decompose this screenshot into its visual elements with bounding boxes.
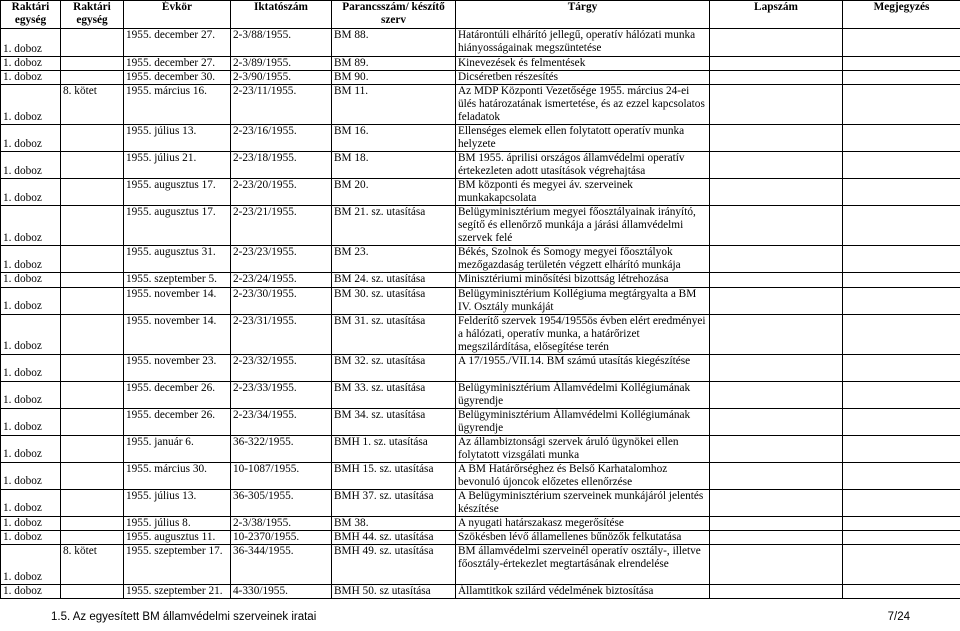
note-cell: [843, 545, 960, 585]
order-number-cell: BMH 1. sz. utasítása: [332, 435, 456, 462]
volume-cell: 8. kötet: [61, 85, 124, 125]
storage-unit-cell: 1. doboz: [1, 287, 61, 314]
table-row: [1, 585, 960, 599]
page-count-cell: [710, 125, 843, 152]
date-cell: 1955. szeptember 21.: [124, 585, 231, 599]
storage-unit-cell: 1. doboz: [1, 545, 61, 585]
page-count-cell: [710, 585, 843, 599]
table-row: [1, 57, 960, 71]
table-row: [1, 489, 960, 516]
volume-cell: [61, 246, 124, 273]
volume-cell: [61, 516, 124, 530]
filing-number-cell: 36-322/1955.: [231, 435, 332, 462]
filing-number-cell: 2-23/23/1955.: [231, 246, 332, 273]
order-number-cell: BMH 15. sz. utasítása: [332, 462, 456, 489]
table-row: [1, 354, 960, 381]
subject-cell: Minisztériumi minősítési bizottság létrehozása: [456, 273, 710, 287]
order-number-cell: BMH 44. sz. utasítása: [332, 530, 456, 544]
date-cell: 1955. november 23.: [124, 354, 231, 381]
order-number-cell: BM 24. sz. utasítása: [332, 273, 456, 287]
filing-number-cell: 2-3/88/1955.: [231, 29, 332, 57]
storage-unit-cell: 1. doboz: [1, 273, 61, 287]
storage-unit-cell: 1. doboz: [1, 489, 61, 516]
volume-cell: [61, 314, 124, 354]
footer-page-number: 7/24: [887, 611, 910, 623]
page-count-cell: [710, 381, 843, 408]
filing-number-cell: 10-2370/1955.: [231, 530, 332, 544]
date-cell: 1955. december 30.: [124, 71, 231, 85]
page-count-cell: [710, 516, 843, 530]
header-iktatoszam: Iktatószám: [231, 1, 332, 29]
filing-number-cell: 36-305/1955.: [231, 489, 332, 516]
volume-cell: [61, 489, 124, 516]
subject-cell: Belügyminisztérium Államvédelmi Kollégiumának ügyrendje: [456, 381, 710, 408]
volume-cell: 8. kötet: [61, 545, 124, 585]
subject-cell: Az MDP Központi Vezetősége 1955. március 24-ei ülés határozatának ismertetése, és az ezzel kapcsolatos feladatok: [456, 85, 710, 125]
page-count-cell: [710, 462, 843, 489]
volume-cell: [61, 287, 124, 314]
volume-cell: [61, 435, 124, 462]
volume-cell: [61, 152, 124, 179]
filing-number-cell: 2-3/38/1955.: [231, 516, 332, 530]
filing-number-cell: 4-330/1955.: [231, 585, 332, 599]
order-number-cell: BMH 49. sz. utasítása: [332, 545, 456, 585]
date-cell: 1955. július 13.: [124, 125, 231, 152]
date-cell: 1955. december 27.: [124, 57, 231, 71]
filing-number-cell: 2-23/11/1955.: [231, 85, 332, 125]
header-raktari-egyseg-2: Raktári egység: [61, 1, 124, 29]
page-count-cell: [710, 206, 843, 246]
page-count-cell: [710, 71, 843, 85]
page-count-cell: [710, 435, 843, 462]
date-cell: 1955. augusztus 31.: [124, 246, 231, 273]
header-parancsszam: Parancsszám/ készítő szerv: [332, 1, 456, 29]
date-cell: 1955. augusztus 17.: [124, 179, 231, 206]
storage-unit-cell: 1. doboz: [1, 314, 61, 354]
filing-number-cell: 2-23/24/1955.: [231, 273, 332, 287]
table-row: [1, 545, 960, 585]
subject-cell: Kinevezések és felmentések: [456, 57, 710, 71]
order-number-cell: BM 31. sz. utasítása: [332, 314, 456, 354]
page-count-cell: [710, 408, 843, 435]
storage-unit-cell: 1. doboz: [1, 354, 61, 381]
table-row: [1, 462, 960, 489]
page-count-cell: [710, 246, 843, 273]
order-number-cell: BM 11.: [332, 85, 456, 125]
note-cell: [843, 435, 960, 462]
note-cell: [843, 206, 960, 246]
table-row: [1, 408, 960, 435]
page-count-cell: [710, 314, 843, 354]
storage-unit-cell: 1. doboz: [1, 530, 61, 544]
page-count-cell: [710, 545, 843, 585]
subject-cell: Belügyminisztérium megyei főosztályainak irányító, segítő és ellenőrző munkája a járási államvédelmi szervek felé: [456, 206, 710, 246]
table-row: [1, 246, 960, 273]
storage-unit-cell: 1. doboz: [1, 179, 61, 206]
header-row: [1, 1, 960, 29]
note-cell: [843, 354, 960, 381]
note-cell: [843, 246, 960, 273]
table-row: [1, 71, 960, 85]
volume-cell: [61, 381, 124, 408]
header-lapszam: Lapszám: [710, 1, 843, 29]
table-row: [1, 206, 960, 246]
table-row: [1, 85, 960, 125]
order-number-cell: BM 88.: [332, 29, 456, 57]
table-row: [1, 29, 960, 57]
subject-cell: Felderítő szervek 1954/1955ös évben elért eredményei a hálózati, operatív munka, a határőrizet megszilárdítása, elősegítése terén: [456, 314, 710, 354]
filing-number-cell: 2-23/18/1955.: [231, 152, 332, 179]
page-count-cell: [710, 354, 843, 381]
storage-unit-cell: 1. doboz: [1, 29, 61, 57]
volume-cell: [61, 585, 124, 599]
note-cell: [843, 152, 960, 179]
volume-cell: [61, 29, 124, 57]
date-cell: 1955. július 21.: [124, 152, 231, 179]
date-cell: 1955. december 27.: [124, 29, 231, 57]
date-cell: 1955. január 6.: [124, 435, 231, 462]
storage-unit-cell: 1. doboz: [1, 85, 61, 125]
note-cell: [843, 273, 960, 287]
date-cell: 1955. március 30.: [124, 462, 231, 489]
storage-unit-cell: 1. doboz: [1, 152, 61, 179]
volume-cell: [61, 57, 124, 71]
date-cell: 1955. augusztus 11.: [124, 530, 231, 544]
page-count-cell: [710, 29, 843, 57]
note-cell: [843, 516, 960, 530]
storage-unit-cell: 1. doboz: [1, 585, 61, 599]
volume-cell: [61, 462, 124, 489]
note-cell: [843, 125, 960, 152]
order-number-cell: BM 18.: [332, 152, 456, 179]
order-number-cell: BMH 37. sz. utasítása: [332, 489, 456, 516]
note-cell: [843, 314, 960, 354]
date-cell: 1955. december 26.: [124, 408, 231, 435]
date-cell: 1955. augusztus 17.: [124, 206, 231, 246]
subject-cell: Államtitkok szilárd védelmének biztosítása: [456, 585, 710, 599]
filing-number-cell: 2-23/32/1955.: [231, 354, 332, 381]
order-number-cell: BM 90.: [332, 71, 456, 85]
note-cell: [843, 57, 960, 71]
subject-cell: Belügyminisztérium Kollégiuma megtárgyalta a BM IV. Osztály munkáját: [456, 287, 710, 314]
note-cell: [843, 530, 960, 544]
storage-unit-cell: 1. doboz: [1, 516, 61, 530]
filing-number-cell: 2-23/20/1955.: [231, 179, 332, 206]
volume-cell: [61, 71, 124, 85]
storage-unit-cell: 1. doboz: [1, 435, 61, 462]
page-count-cell: [710, 273, 843, 287]
note-cell: [843, 71, 960, 85]
subject-cell: Dicséretben részesítés: [456, 71, 710, 85]
table-row: [1, 314, 960, 354]
note-cell: [843, 489, 960, 516]
date-cell: 1955. szeptember 17.: [124, 545, 231, 585]
order-number-cell: BM 34. sz. utasítása: [332, 408, 456, 435]
page-count-cell: [710, 179, 843, 206]
filing-number-cell: 2-23/21/1955.: [231, 206, 332, 246]
note-cell: [843, 381, 960, 408]
date-cell: 1955. július 13.: [124, 489, 231, 516]
subject-cell: Szökésben lévő államellenes bűnözők felkutatása: [456, 530, 710, 544]
order-number-cell: BM 16.: [332, 125, 456, 152]
header-evkor: Évkör: [124, 1, 231, 29]
subject-cell: BM központi és megyei áv. szerveinek munkakapcsolata: [456, 179, 710, 206]
volume-cell: [61, 530, 124, 544]
table-row: [1, 381, 960, 408]
filing-number-cell: 2-23/33/1955.: [231, 381, 332, 408]
table-row: [1, 530, 960, 544]
page-count-cell: [710, 85, 843, 125]
table-row: [1, 435, 960, 462]
note-cell: [843, 29, 960, 57]
note-cell: [843, 287, 960, 314]
filing-number-cell: 2-23/30/1955.: [231, 287, 332, 314]
volume-cell: [61, 273, 124, 287]
subject-cell: BM államvédelmi szerveinél operatív osztály-, illetve főosztály-értekezlet megtartásának elrendelése: [456, 545, 710, 585]
note-cell: [843, 179, 960, 206]
volume-cell: [61, 408, 124, 435]
header-megjegyzes: Megjegyzés: [843, 1, 960, 29]
date-cell: 1955. szeptember 5.: [124, 273, 231, 287]
date-cell: 1955. november 14.: [124, 314, 231, 354]
date-cell: 1955. július 8.: [124, 516, 231, 530]
filing-number-cell: 2-23/16/1955.: [231, 125, 332, 152]
note-cell: [843, 85, 960, 125]
filing-number-cell: 2-3/89/1955.: [231, 57, 332, 71]
storage-unit-cell: 1. doboz: [1, 206, 61, 246]
order-number-cell: BM 23.: [332, 246, 456, 273]
volume-cell: [61, 354, 124, 381]
table-row: [1, 287, 960, 314]
note-cell: [843, 408, 960, 435]
volume-cell: [61, 206, 124, 246]
note-cell: [843, 585, 960, 599]
subject-cell: Békés, Szolnok és Somogy megyei főosztályok mezőgazdaság területén végzett elhárító munkája: [456, 246, 710, 273]
date-cell: 1955. november 14.: [124, 287, 231, 314]
subject-cell: Ellenséges elemek ellen folytatott operatív munka helyzete: [456, 125, 710, 152]
table-row: [1, 125, 960, 152]
page-count-cell: [710, 489, 843, 516]
order-number-cell: BM 21. sz. utasítása: [332, 206, 456, 246]
filing-number-cell: 10-1087/1955.: [231, 462, 332, 489]
order-number-cell: BM 89.: [332, 57, 456, 71]
page-count-cell: [710, 287, 843, 314]
subject-cell: A 17/1955./VII.14. BM számú utasítás kiegészítése: [456, 354, 710, 381]
storage-unit-cell: 1. doboz: [1, 246, 61, 273]
order-number-cell: BM 32. sz. utasítása: [332, 354, 456, 381]
subject-cell: A Belügyminisztérium szerveinek munkájáról jelentés készítése: [456, 489, 710, 516]
footer-title: 1.5. Az egyesített BM államvédelmi szerveinek iratai: [51, 611, 317, 623]
storage-unit-cell: 1. doboz: [1, 125, 61, 152]
subject-cell: Belügyminisztérium Államvédelmi Kollégiumának ügyrendje: [456, 408, 710, 435]
header-raktari-egyseg-1: Raktári egység: [1, 1, 61, 29]
date-cell: 1955. március 16.: [124, 85, 231, 125]
order-number-cell: BM 38.: [332, 516, 456, 530]
subject-cell: A nyugati határszakasz megerősítése: [456, 516, 710, 530]
volume-cell: [61, 179, 124, 206]
storage-unit-cell: 1. doboz: [1, 57, 61, 71]
filing-number-cell: 2-3/90/1955.: [231, 71, 332, 85]
header-targy: Tárgy: [456, 1, 710, 29]
table-row: [1, 152, 960, 179]
filing-number-cell: 36-344/1955.: [231, 545, 332, 585]
subject-cell: BM 1955. áprilisi országos államvédelmi operatív értekezleten adott utasítások végrehajtása: [456, 152, 710, 179]
volume-cell: [61, 125, 124, 152]
storage-unit-cell: 1. doboz: [1, 71, 61, 85]
order-number-cell: BM 30. sz. utasítása: [332, 287, 456, 314]
subject-cell: A BM Határőrséghez és Belső Karhatalomhoz bevonuló újoncok előzetes ellenőrzése: [456, 462, 710, 489]
note-cell: [843, 462, 960, 489]
page-count-cell: [710, 152, 843, 179]
storage-unit-cell: 1. doboz: [1, 381, 61, 408]
table-row: [1, 516, 960, 530]
order-number-cell: BM 33. sz. utasítása: [332, 381, 456, 408]
storage-unit-cell: 1. doboz: [1, 408, 61, 435]
date-cell: 1955. december 26.: [124, 381, 231, 408]
page-count-cell: [710, 57, 843, 71]
subject-cell: Az állambiztonsági szervek áruló ügynökei ellen folytatott vizsgálati munka: [456, 435, 710, 462]
filing-number-cell: 2-23/31/1955.: [231, 314, 332, 354]
page-count-cell: [710, 530, 843, 544]
order-number-cell: BM 20.: [332, 179, 456, 206]
table-row: [1, 179, 960, 206]
filing-number-cell: 2-23/34/1955.: [231, 408, 332, 435]
table-row: [1, 273, 960, 287]
subject-cell: Határontúli elhárító jellegű, operatív hálózati munka hiányosságainak megszüntetése: [456, 29, 710, 57]
order-number-cell: BMH 50. sz utasítása: [332, 585, 456, 599]
storage-unit-cell: 1. doboz: [1, 462, 61, 489]
